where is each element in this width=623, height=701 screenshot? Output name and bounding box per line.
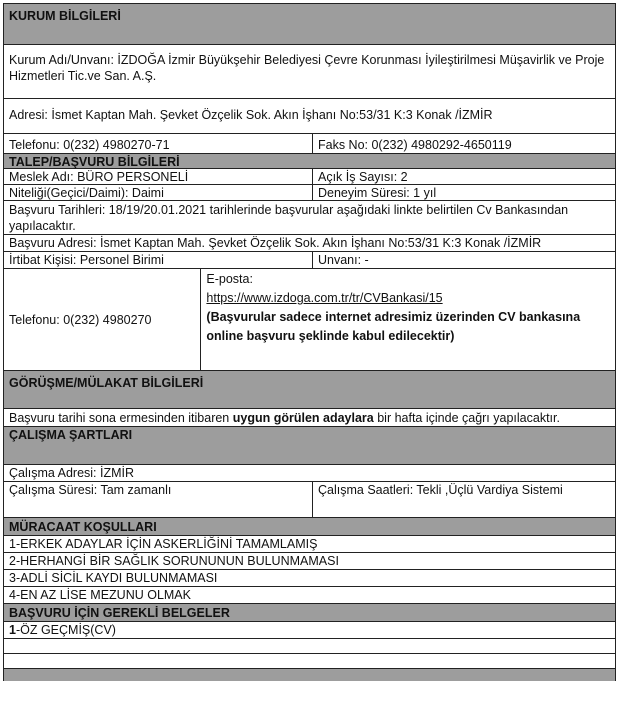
gorusme-text [3, 409, 616, 427]
meslek-adi: Meslek Adı: BÜRO PERSONELİ [4, 169, 313, 184]
talep-telefon-text: Telefonu: 0(232) 4980270 [9, 312, 152, 327]
kurum-adres-text: Adresi: İsmet Kaptan Mah. Şevket Özçelik Sok. Akın İşhanı No:53/31 K:3 Konak /İZMİR [9, 108, 493, 122]
job-posting-form [3, 3, 616, 681]
section-header-belgeler [3, 604, 616, 622]
section-header-calisma [3, 427, 616, 465]
eposta-cell [201, 269, 615, 370]
acik-is-sayisi: Açık İş Sayısı: 2 [318, 170, 408, 184]
kurum-iletisim [3, 134, 616, 154]
section-title: TALEP/BAŞVURU BİLGİLERİ [9, 155, 180, 169]
muracaat-item [3, 570, 616, 587]
section-title: GÖRÜŞME/MÜLAKAT BİLGİLERİ [9, 376, 204, 390]
niteligi: Niteliği(Geçici/Daimi): Daimi [4, 185, 313, 200]
kurum-telefon: Telefonu: 0(232) 4980270-71 [4, 134, 313, 153]
section-header-talep [3, 154, 616, 169]
basvuru-adresi-text: Başvuru Adresi: İsmet Kaptan Mah. Şevket Özçelik Sok. Akın İşhanı No:53/31 K:3 Konak /İZMİR [9, 236, 542, 250]
belge-blank-row [3, 654, 616, 669]
muracaat-item [3, 553, 616, 570]
section-title: ÇALIŞMA ŞARTLARI [9, 428, 133, 442]
muracaat-item-text: 4-EN AZ LİSE MEZUNU OLMAK [9, 588, 191, 602]
belge-item-number: 1 [9, 623, 16, 637]
eposta-note: (Başvurular sadece internet adresimiz üzerinden CV bankasına online başvuru şeklinde kabul edilecektir) [206, 310, 581, 343]
cv-bankasi-link[interactable]: https://www.izdoga.com.tr/tr/CVBankasi/15 [206, 291, 443, 305]
basvuru-tarihleri [3, 201, 616, 235]
muracaat-item-text: 3-ADLİ SİCİL KAYDI BULUNMAMASI [9, 571, 218, 585]
section-header-gorusme [3, 371, 616, 409]
section-title: MÜRACAAT KOŞULLARI [9, 520, 157, 534]
deneyim-suresi: Deneyim Süresi: 1 yıl [318, 186, 437, 200]
section-header-kurum [3, 3, 616, 45]
kurum-adres [3, 99, 616, 134]
calisma-adresi [3, 465, 616, 482]
telefon-eposta-row [3, 269, 616, 371]
irtibat-kisisi: İrtibat Kişisi: Personel Birimi [4, 252, 313, 268]
cut-off-section-header [3, 669, 616, 681]
belge-item-text: -ÖZ GEÇMİŞ(CV) [15, 623, 116, 637]
gorusme-text-pre: Başvuru tarihi sona ermesinden itibaren [9, 411, 233, 425]
calisma-saatleri: Çalışma Saatleri: Tekli ,Üçlü Vardiya Sistemi [318, 483, 563, 497]
section-header-muracaat [3, 518, 616, 536]
talep-nitelik-row [3, 185, 616, 201]
muracaat-item-text: 2-HERHANGİ BİR SAĞLIK SORUNUNUN BULUNMAMASI [9, 554, 339, 568]
basvuru-adresi [3, 235, 616, 252]
gorusme-text-post: bir hafta içinde çağrı yapılacaktır. [373, 411, 560, 425]
basvuru-tarihleri-text: Başvuru Tarihleri: 18/19/20.01.2021 tarihlerinde başvurular aşağıdaki linkte belirtilen Cv Bankasından yapılacaktır. [9, 203, 569, 233]
kurum-adi-text: Kurum Adı/Unvanı: İZDOĞA İzmir Büyükşehir Belediyesi Çevre Korunması İyileştirilmesi Müşavirlik ve Proje Hizmetleri Tic.ve San. A.Ş. [9, 53, 605, 83]
gorusme-text-bold: uygun görülen adaylara [232, 411, 374, 425]
talep-telefon [4, 269, 201, 370]
belge-item [3, 622, 616, 639]
calisma-sure-row [3, 482, 616, 518]
muracaat-item [3, 536, 616, 553]
belge-blank-row [3, 639, 616, 654]
eposta-label: E-posta: [206, 272, 253, 286]
muracaat-item [3, 587, 616, 604]
unvani: Unvanı: - [318, 253, 369, 267]
calisma-adresi-text: Çalışma Adresi: İZMİR [9, 466, 135, 480]
kurum-faks: Faks No: 0(232) 4980292-4650119 [318, 138, 512, 152]
muracaat-item-text: 1-ERKEK ADAYLAR İÇİN ASKERLİĞİNİ TAMAMLAMIŞ [9, 537, 318, 551]
section-title: BAŞVURU İÇİN GEREKLİ BELGELER [9, 606, 230, 620]
section-title: KURUM BİLGİLERİ [9, 9, 121, 23]
talep-meslek-row [3, 169, 616, 185]
calisma-suresi: Çalışma Süresi: Tam zamanlı [4, 482, 313, 517]
kurum-adi [3, 45, 616, 99]
irtibat-row [3, 252, 616, 269]
